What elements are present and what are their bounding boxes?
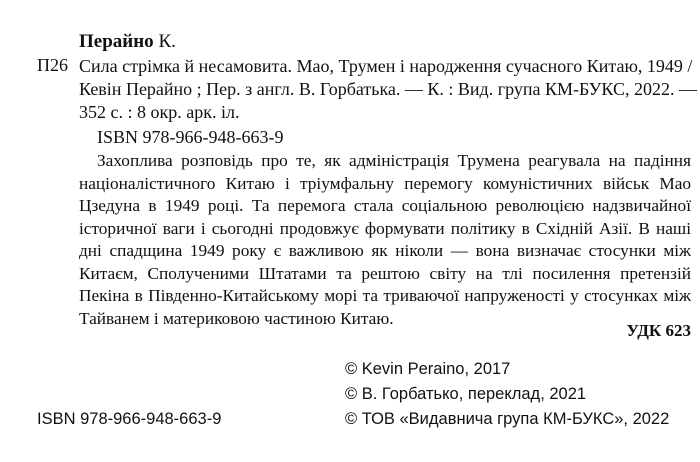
catalog-code: П26 [37,55,68,75]
udk-code: УДК 623 [626,321,691,340]
author-surname: Перайно [79,31,154,52]
author-heading [79,31,176,53]
catalog-isbn: ISBN 978-966-948-663-9 [97,127,284,147]
book-description: Захоплива розповідь про те, як адміністрація Трумена реагувала на падіння націоналістичного Китаю і тріумфальну перемогу комуністичних військ Мао Цзедуна в 1949 році. Та перемога стала соціальною революцією надзвичайної історичної ваги і сьогодні продовжує формувати політику в Східній Азії. В наші дні спадщина 1949 року є важливою як ніколи — вона визначає стосунки між Китаєм, Сполученими Штатами та рештою світу на тлі посилення претензій Пекіна в Південно-Китайському морі та триваючої напруженості у стосунках між Тайванем і материковою частиною Китаю. [79,151,691,328]
copyright-author: © Kevin Peraino, 2017 [345,360,511,378]
record-line-2: Кевін Перайно ; Пер. з англ. В. Горбатька. — К. : Вид. група КМ-БУКС, 2022. — [79,79,697,99]
copyright-translator: © В. Горбатько, переклад, 2021 [345,385,587,403]
footer-isbn: ISBN 978-966-948-663-9 [37,410,222,428]
record-line-3: 352 с. : 8 окр. арк. іл. [79,102,240,122]
record-line-1: Сила стрімка й несамовита. Мао, Трумен і народження сучасного Китаю, 1949 / [79,56,693,76]
author-initial: К. [153,31,176,52]
copyright-publisher: © ТОВ «Видавнича група КМ-БУКС», 2022 [345,410,670,428]
